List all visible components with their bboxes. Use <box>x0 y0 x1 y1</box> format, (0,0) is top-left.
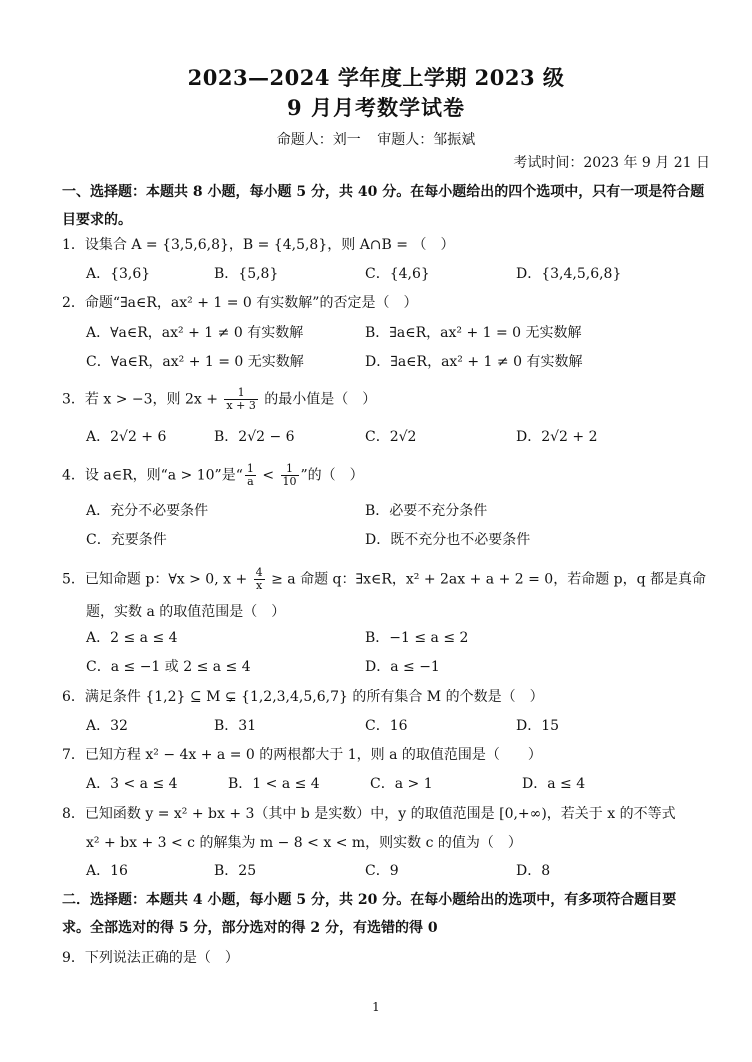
section-1-line-2: 目要求的。 <box>62 212 132 228</box>
question-3-options <box>86 426 726 448</box>
option-b: B．2√2 − 6 <box>214 429 295 445</box>
stem-text: 3．若 x > −3，则 2x + <box>62 391 223 408</box>
question-2-options-row-1 <box>86 322 726 344</box>
option-d: D．a ≤ −1 <box>365 659 440 675</box>
exam-subtitle: 9 月月考数学试卷 <box>287 95 465 120</box>
option-a: A．32 <box>86 718 128 734</box>
option-b: B．31 <box>214 718 257 734</box>
stem-text: 5．已知命题 p：∀x > 0, x + <box>62 571 252 588</box>
denominator: x + 3 <box>226 399 256 412</box>
fraction <box>254 567 265 592</box>
option-b: B．25 <box>214 863 257 879</box>
option-c: C．9 <box>365 863 399 879</box>
proposer: 命题人：刘一 <box>276 132 361 148</box>
stem-text: ≥ a 命题 q：∃x∈R，x² + 2ax + a + 2 = 0，若命题 p，q 都是真命 <box>266 571 707 588</box>
less-than: < <box>257 467 279 484</box>
option-b: B．{5,8} <box>214 266 279 282</box>
numerator: 4 <box>255 566 263 579</box>
option-d: D．2√2 + 2 <box>516 429 598 445</box>
question-7-stem: 7．已知方程 x² − 4x + a = 0 的两根都大于 1，则 a 的取值范围是（ ） <box>62 747 542 763</box>
fraction <box>224 387 257 412</box>
option-a: A．充分不必要条件 <box>86 503 209 519</box>
question-7-options <box>86 773 726 795</box>
question-6-stem: 6．满足条件 {1,2} ⊆ M ⊊ {1,2,3,4,5,6,7} 的所有集合 M 的个数是（ ） <box>62 689 544 705</box>
question-8-stem-line-2: x² + bx + 3 < c 的解集为 m − 8 < x < m，则实数 c 的值为（ ） <box>86 835 522 851</box>
option-a: A．16 <box>86 863 128 879</box>
option-b: B．−1 ≤ a ≤ 2 <box>365 630 469 646</box>
question-4-options-row-1 <box>86 500 726 522</box>
fraction <box>281 463 299 488</box>
question-8-options <box>86 860 726 882</box>
stem-text: 4．设 a∈R，则“a > 10”是“ <box>62 467 243 484</box>
numerator: 1 <box>224 387 257 400</box>
denominator: a <box>247 475 254 488</box>
question-6-options <box>86 715 726 737</box>
exam-time: 考试时间：2023 年 9 月 21 日 <box>513 155 710 171</box>
option-c: C．16 <box>365 718 408 734</box>
option-d: D．既不充分也不必要条件 <box>365 532 531 548</box>
question-5-stem <box>62 567 712 592</box>
question-3-stem <box>62 387 712 412</box>
option-d: D．8 <box>516 863 551 879</box>
section-1-line-1: 一、选择题：本题共 8 小题，每小题 5 分，共 40 分。在每小题给出的四个选项中，只有一项是符合题 <box>62 184 705 200</box>
stem-text: 的最小值是（ ） <box>259 391 377 408</box>
question-1-stem: 1．设集合 A = {3,5,6,8}，B = {4,5,8}，则 A∩B = （ ） <box>62 237 455 253</box>
option-b: B．∃a∈R，ax² + 1 = 0 无实数解 <box>365 325 582 341</box>
option-c: C．a ≤ −1 或 2 ≤ a ≤ 4 <box>86 659 251 675</box>
option-b: B．必要不充分条件 <box>365 503 488 519</box>
exam-title: 2023—2024 学年度上学期 2023 级 <box>187 65 565 90</box>
option-a: A．∀a∈R，ax² + 1 ≠ 0 有实数解 <box>86 325 304 341</box>
authors-line <box>0 129 752 149</box>
option-d: D．15 <box>516 718 560 734</box>
option-d: D．a ≤ 4 <box>522 776 586 792</box>
section-2-line-1: 二．选择题：本题共 4 小题，每小题 5 分，共 20 分。在每小题给出的选项中，有多项符合题目要 <box>62 892 677 908</box>
option-a: A．2 ≤ a ≤ 4 <box>86 630 178 646</box>
question-2-stem: 2．命题“∃a∈R，ax² + 1 = 0 有实数解”的否定是（ ） <box>62 295 418 311</box>
section-1-heading <box>62 178 712 234</box>
question-9-stem: 9．下列说法正确的是（ ） <box>62 950 239 966</box>
question-4-options-row-2 <box>86 529 726 551</box>
option-c: C．充要条件 <box>86 532 167 548</box>
question-4-stem <box>62 463 712 488</box>
question-5-stem-line-2: 题，实数 a 的取值范围是（ ） <box>86 604 286 620</box>
reviewer: 审题人：邹振斌 <box>377 132 476 148</box>
question-5-options-row-1 <box>86 627 726 649</box>
option-a: A．{3,6} <box>86 266 151 282</box>
section-2-line-2: 求。全部选对的得 5 分，部分选对的得 2 分，有选错的得 0 <box>62 920 438 936</box>
question-8-stem: 8．已知函数 y = x² + bx + 3（其中 b 是实数）中，y 的取值范围是 [0,+∞)，若关于 x 的不等式 <box>62 806 676 822</box>
option-d: D．∃a∈R，ax² + 1 ≠ 0 有实数解 <box>365 354 583 370</box>
question-5-options-row-2 <box>86 656 726 678</box>
option-c: C．∀a∈R，ax² + 1 = 0 无实数解 <box>86 354 304 370</box>
question-2-options-row-2 <box>86 351 726 373</box>
question-1-options <box>86 263 726 285</box>
numerator: 1 <box>246 462 254 475</box>
option-c: C．a > 1 <box>370 776 433 792</box>
option-a: A．2√2 + 6 <box>86 429 167 445</box>
option-d: D．{3,4,5,6,8} <box>516 266 622 282</box>
denominator: x <box>256 579 263 592</box>
numerator: 1 <box>281 463 299 476</box>
denominator: 10 <box>282 475 297 488</box>
option-a: A．3 < a ≤ 4 <box>86 776 178 792</box>
page-number: 1 <box>372 1000 380 1014</box>
option-c: C．{4,6} <box>365 266 430 282</box>
stem-text: ”的（ ） <box>300 467 364 484</box>
option-c: C．2√2 <box>365 429 417 445</box>
option-b: B．1 < a ≤ 4 <box>228 776 320 792</box>
section-2-heading <box>62 886 712 942</box>
fraction <box>245 463 256 488</box>
